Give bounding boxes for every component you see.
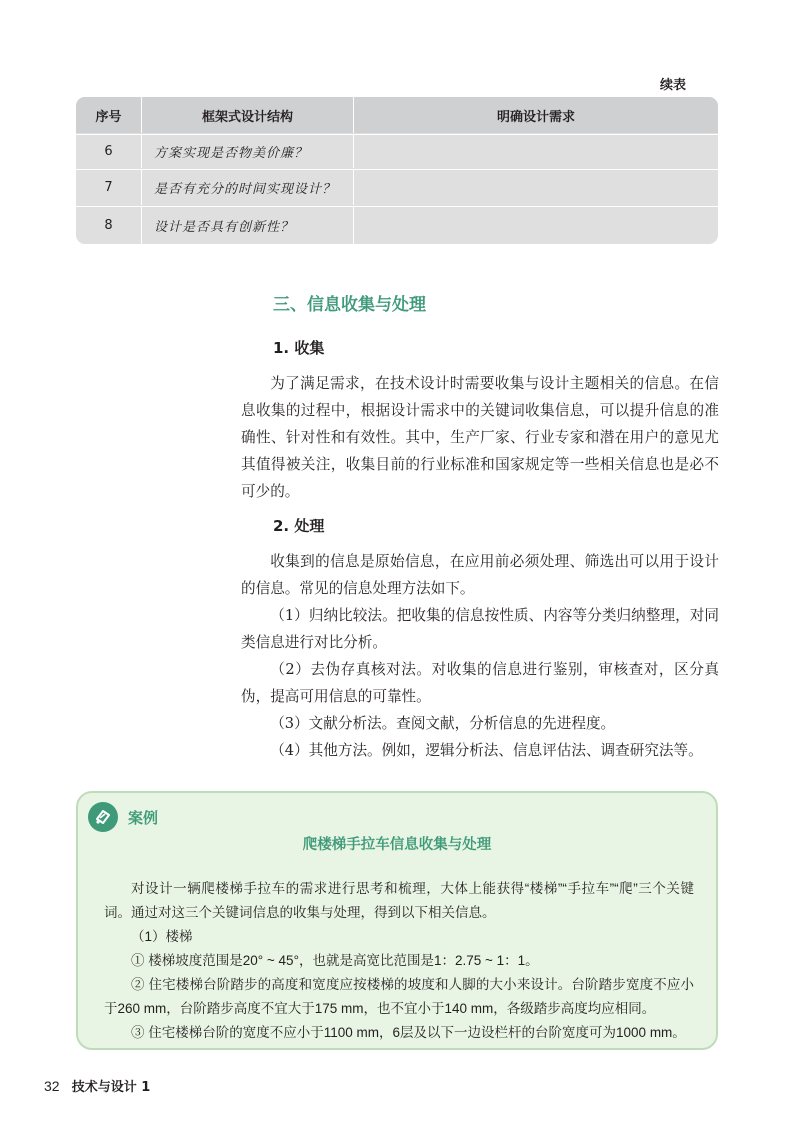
- case-study-box: [76, 791, 718, 1050]
- method-item: （2）去伪存真核对法。对收集的信息进行鉴别，审核查对，区分真伪，提高可用信息的可靠性。: [241, 661, 719, 705]
- process-paragraph: 收集到的信息是原始信息，在应用前必须处理、筛选出可以用于设计的信息。常见的信息处理方法如下。: [241, 553, 719, 597]
- method-item: （3）文献分析法。查阅文献，分析信息的先进程度。: [270, 715, 616, 732]
- row-structure: 方案实现是否物美价廉？: [141, 135, 353, 168]
- design-requirements-table: [76, 97, 718, 244]
- row-requirement: [353, 135, 718, 168]
- table-row: [76, 169, 718, 205]
- case-label: 案例: [128, 809, 159, 827]
- continued-label: 续表: [660, 78, 687, 93]
- book-title: 技术与设计 1: [71, 1080, 151, 1095]
- page-footer: [44, 1076, 150, 1095]
- row-number: 7: [104, 180, 113, 195]
- header-number: 序号: [95, 109, 122, 125]
- case-point: ③ 住宅楼梯台阶的宽度不应小于1100 mm，6层及以下一边设栏杆的台阶宽度可为1000 mm。: [131, 1025, 686, 1040]
- method-item: （4）其他方法。例如，逻辑分析法、信息评估法、调查研究法等。: [270, 742, 703, 759]
- header-structure: 框架式设计结构: [141, 97, 353, 133]
- table-row: [76, 206, 718, 244]
- case-title: 爬楼梯手拉车信息收集与处理: [302, 837, 492, 853]
- case-item-heading: （1）楼梯: [131, 929, 193, 944]
- row-structure: 是否有充分的时间实现设计？: [141, 170, 353, 205]
- subsection-process-title: 2. 处理: [273, 517, 325, 535]
- row-number: 8: [104, 218, 113, 233]
- row-requirement: [353, 170, 718, 205]
- row-requirement: [353, 207, 718, 244]
- method-item: （1）归纳比较法。把收集的信息按性质、内容等分类归纳整理，对同类信息进行对比分析。: [241, 607, 719, 651]
- case-badge-icon: [88, 802, 118, 832]
- case-point: ② 住宅楼梯台阶踏步的高度和宽度应按楼梯的坡度和人脚的大小来设计。台阶踏步宽度不应小于260 mm，台阶踏步高度不宜大于175 mm，也不宜小于140 mm，各级踏步高度均应相同。: [104, 977, 694, 1016]
- row-number: 6: [104, 144, 113, 159]
- table-header-row: [76, 97, 718, 133]
- header-requirement: 明确设计需求: [353, 97, 718, 133]
- collect-paragraph: 为了满足需求，在技术设计时需要收集与设计主题相关的信息。在信息收集的过程中，根据设计需求中的关键词收集信息，可以提升信息的准确性、针对性和有效性。其中，生产厂家、行业专家和潜在用户的意见尤其值得被关注，收集目前的行业标准和国家规定等一些相关信息也是必不可少的。: [241, 375, 719, 500]
- table-row: [76, 134, 718, 168]
- case-intro: 对设计一辆爬楼梯手拉车的需求进行思考和梳理，大体上能获得“楼梯”“手拉车”“爬”三个关键词。通过对这三个关键词信息的收集与处理，得到以下相关信息。: [104, 881, 694, 920]
- subsection-collect-title: 1. 收集: [273, 339, 325, 357]
- case-point: ① 楼梯坡度范围是20° ~ 45°，也就是高宽比范围是1：2.75 ~ 1：1。: [131, 953, 539, 968]
- row-structure: 设计是否具有创新性？: [141, 207, 353, 244]
- page-number: 32: [44, 1078, 60, 1094]
- section-title: 三、信息收集与处理: [273, 295, 426, 315]
